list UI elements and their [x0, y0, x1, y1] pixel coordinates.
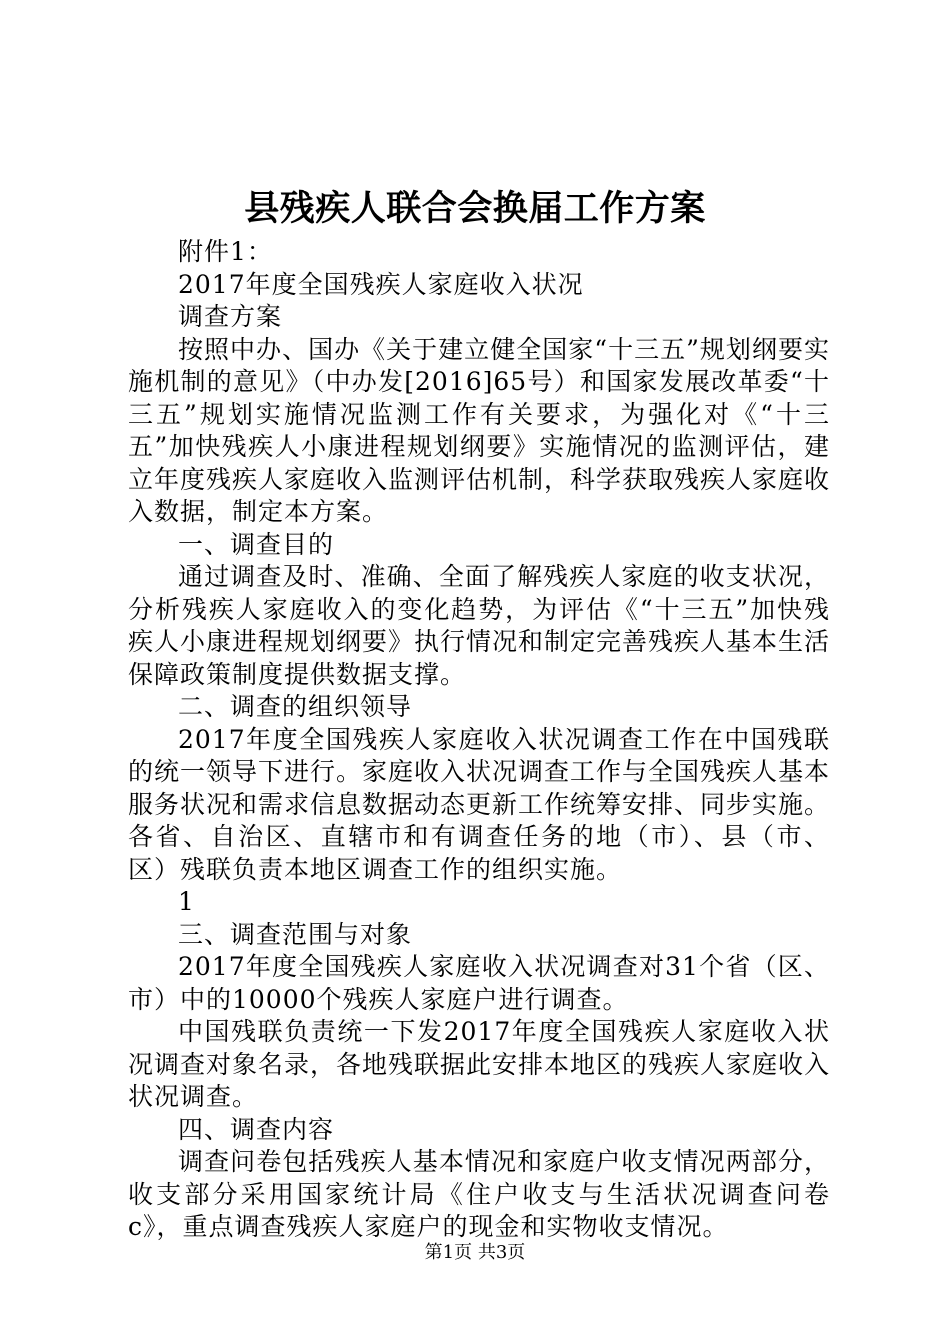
section-heading-organization: 二、调查的组织领导 [178, 692, 413, 721]
attachment-label: 附件1： [178, 237, 273, 266]
organization-paragraph: 2017年度全国残疾人家庭收入状况调查工作在中国残联的统一领导下进行。家庭收入状况调查工作与全国残疾人基本服务状况和需求信息数据动态更新工作统筹安排、同步实施。各省、自治区、直辖市和有调查任务的地（市）、县（市、区）残联负责本地区调查工作的组织实施。 [128, 724, 831, 884]
section-heading-purpose: 一、调查目的 [178, 529, 335, 559]
subtitle-line-1: 2017年度全国残疾人家庭收入状况 [178, 269, 584, 299]
page-footer: 第1页 共3页 [424, 1242, 526, 1263]
subtitle-line-2: 调查方案 [178, 302, 283, 331]
intro-paragraph: 按照中办、国办《关于建立健全国家“十三五”规划纲要实施机制的意见》（中办发[2016]65号）和国家发展改革委“十三五”规划实施情况监测工作有关要求，为强化对《“十三五”加快残疾人小康进程规划纲要》实施情况的监测评估，建立年度残疾人家庭收入监测评估机制，科学获取残疾人家庭收入数据，制定本方案。 [128, 334, 831, 526]
content-paragraph: 调查问卷包括残疾人基本情况和家庭户收支情况两部分，收支部分采用国家统计局《住户收支与生活状况调查问卷c》，重点调查残疾人家庭户的现金和实物收支情况。 [128, 1147, 830, 1241]
scope-paragraph-2: 中国残联负责统一下发2017年度全国残疾人家庭收入状况调查对象名录，各地残联据此安排本地区的残疾人家庭收入状况调查。 [128, 1017, 831, 1111]
purpose-paragraph: 通过调查及时、准确、全面了解残疾人家庭的收支状况，分析残疾人家庭收入的变化趋势，为评估《“十三五”加快残疾人小康进程规划纲要》执行情况和制定完善残疾人基本生活保障政策制度提供数据支撑。 [128, 562, 831, 689]
scope-paragraph-1: 2017年度全国残疾人家庭收入状况调查对31个省（区、市）中的10000个残疾人家庭户进行调查。 [128, 952, 830, 1014]
document-title: 县残疾人联合会换届工作方案 [244, 188, 706, 229]
section-heading-scope: 三、调查范围与对象 [178, 919, 413, 949]
section-heading-content: 四、调查内容 [178, 1114, 335, 1144]
document-body [128, 236, 830, 1244]
inline-page-number: 1 [178, 887, 195, 916]
